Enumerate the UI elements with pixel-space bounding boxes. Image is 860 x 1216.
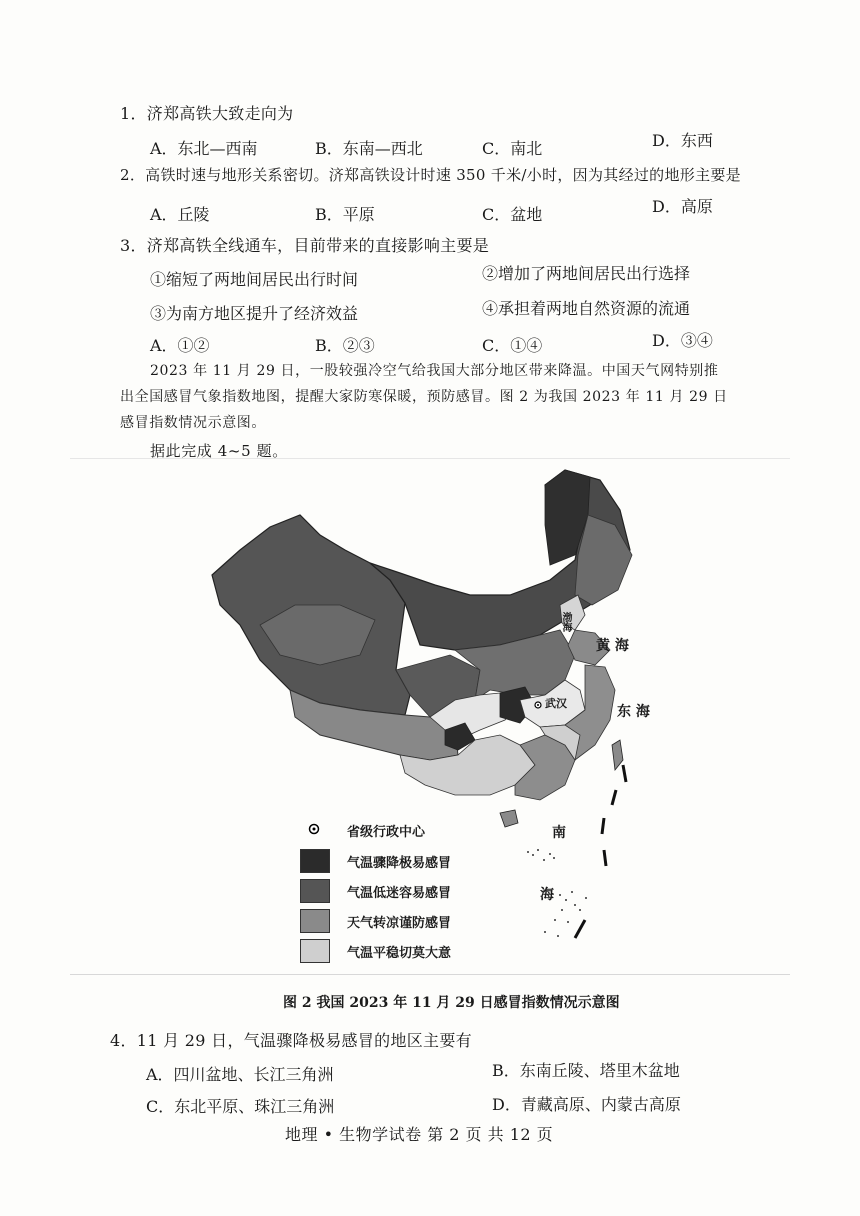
page-footer: 地理 • 生物学试卷 第 2 页 共 12 页 [285,1125,554,1144]
question-4-stem: 4．11 月 29 日，气温骤降极易感冒的地区主要有 [110,1031,472,1050]
wuhan-label: 武汉 [545,697,567,710]
q4-option-d: D．青藏高原、内蒙古高原 [492,1095,681,1114]
q2-option-c: C．盆地 [482,205,543,224]
capital-symbol-icon [307,822,321,836]
south-sea-label-2: 海 [540,887,554,903]
q3-option-a: A．①② [150,336,210,355]
q1-option-d: D．东西 [652,131,713,150]
q1-option-b: B．东南—西北 [315,139,423,158]
legend-swatch-low-temp [300,879,330,903]
passage-line-4: 据此完成 4~5 题。 [150,442,288,460]
question-1-stem: 1．济郑高铁大致走向为 [120,104,294,123]
q3-statement-4: ④承担着两地自然资源的流通 [482,299,691,318]
q4-option-a: A．四川盆地、长江三角洲 [146,1065,334,1084]
passage-line-2: 出全国感冒气象指数地图，提醒大家防寒保暖，预防感冒。图 2 为我国 2023 年 11 月 29 日 [120,389,728,405]
south-china-sea-inset [500,760,640,960]
q4-option-b: B．东南丘陵、塔里木盆地 [492,1061,680,1080]
q3-option-b: B．②③ [315,336,375,355]
q2-option-a: A．丘陵 [150,205,210,224]
legend-swatch-stable [300,939,330,963]
q3-statement-2: ②增加了两地间居民出行选择 [482,264,691,283]
passage-line-3: 感冒指数情况示意图。 [120,415,266,431]
q3-statement-1: ①缩短了两地间居民出行时间 [150,270,359,289]
bohai-label: 渤海 [560,612,571,632]
question-2-stem: 2．高铁时速与地形关系密切。济郑高铁设计时速 350 千米/小时，因为其经过的地形主要是 [120,166,741,184]
legend-swatch-cooling [300,909,330,933]
q1-option-a: A．东北—西南 [150,139,258,158]
passage-line-1: 2023 年 11 月 29 日，一股较强冷空气给我国大部分地区带来降温。中国天气网特别推 [150,363,719,379]
legend-label-sharp-drop: 气温骤降极易感冒 [347,856,452,871]
legend-swatch-sharp-drop [300,849,330,873]
figure-caption: 图 2 我国 2023 年 11 月 29 日感冒指数情况示意图 [283,995,620,1011]
q1-option-c: C．南北 [482,139,543,158]
east-sea-label: 东 海 [617,704,650,720]
legend-label-low-temp: 气温低迷容易感冒 [347,886,452,901]
legend-label-capital: 省级行政中心 [347,825,426,840]
q3-option-c: C．①④ [482,336,543,355]
q2-option-b: B．平原 [315,205,375,224]
question-3-stem: 3．济郑高铁全线通车，目前带来的直接影响主要是 [120,236,490,255]
q4-option-c: C．东北平原、珠江三角洲 [146,1097,335,1116]
legend-label-stable: 气温平稳切莫大意 [347,946,452,961]
q2-option-d: D．高原 [652,197,713,216]
q3-option-d: D．③④ [652,331,713,350]
legend-label-cooling: 天气转凉谨防感冒 [347,916,452,931]
south-sea-label-1: 南 [552,825,566,841]
yellow-sea-label: 黄 海 [596,638,629,654]
q3-statement-3: ③为南方地区提升了经济效益 [150,304,359,323]
